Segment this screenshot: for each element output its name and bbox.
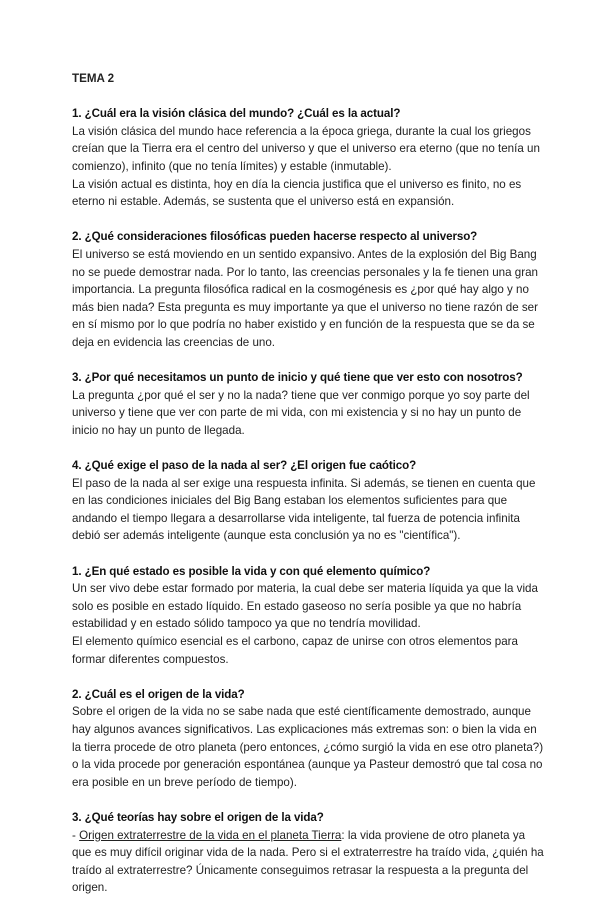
paragraph-line: o la vida procede por generación espontánea (aunque ya Pasteur demostró que tal cosa no [72,758,543,772]
paragraph-line: La pregunta ¿por qué el ser y no la nada? tiene que ver conmigo porque yo soy parte del [72,388,530,402]
document-title: TEMA 2 [72,72,115,85]
paragraph-line: en sí mismo por lo que podría no haber existido y en función de la respuesta que se da se [72,318,535,332]
paragraph-line: origen. [72,881,108,895]
paragraph-line: no se puede demostrar nada. Por lo tanto, las creencias personales y la fe tienen una gran [72,265,538,279]
paragraph-line: eterno ni estable. Además, se sustenta que el universo está en expansión. [72,195,455,209]
document-page [72,70,542,915]
section-heading: 2. ¿Qué consideraciones filosóficas pueden hacerse respecto al universo? [72,230,478,244]
paragraph-line: era posible en un breve período de tiempo). [72,775,297,789]
paragraph-line: andando el tiempo llegara a desarrollarse vida inteligente, tal fuerza de potencia infinita [72,511,520,525]
section-heading: 1. ¿Cuál era la visión clásica del mundo? ¿Cuál es la actual? [72,107,401,121]
paragraph-line: traído al extraterrestre? Únicamente conseguimos retrasar la respuesta a la pregunta del [72,863,529,877]
section-heading: 3. ¿Qué teorías hay sobre el origen de la vida? [72,810,324,824]
paragraph-line: La visión actual es distinta, hoy en día la ciencia justifica que el universo es finito, no es [72,177,522,191]
section [72,369,542,439]
section [72,563,542,669]
section [72,228,542,351]
paragraph-line: universo y tiene que ver con parte de mi vida, con mi existencia y si no hay un punto de [72,406,522,420]
section-origin-theories [72,809,542,897]
paragraph-line: hay algunos avances significativos. Las explicaciones más extremas son: o bien la vida en [72,722,537,736]
paragraph-line: que es muy difícil originar vida de la nada. Pero si el extraterrestre ha traído vida, ¿quién ha [72,846,544,860]
bullet-text: : la vida proviene de otro planeta ya [341,828,526,842]
paragraph-line: formar diferentes compuestos. [72,652,229,666]
paragraph-line: inicio no hay un punto de llegada. [72,423,245,437]
paragraph-line: la tierra procede de otro planeta (pero entonces, ¿cómo surgió la vida en ese otro planeta?) [72,740,544,754]
paragraph-line: Sobre el origen de la vida no se sabe nada que esté científicamente demostrado, aunque [72,705,531,719]
sections [72,105,542,791]
bullet-term: Origen extraterrestre de la vida en el planeta Tierra [79,828,342,842]
paragraph-line: más bien nada? Esta pregunta es muy importante ya que el universo no tiene razón de ser [72,300,538,314]
section-heading: 3. ¿Por qué necesitamos un punto de inicio y qué tiene que ver esto con nosotros? [72,371,523,385]
section [72,457,542,545]
paragraph-line: El paso de la nada al ser exige una respuesta infinita. Si además, se tienen en cuenta que [72,476,536,490]
paragraph-line: estabilidad y en estado sólido tampoco ya que no tendría movilidad. [72,617,421,631]
paragraph-line: El elemento químico esencial es el carbono, capaz de unirse con otros elementos para [72,635,518,648]
section [72,105,542,211]
section-heading: 1. ¿En qué estado es posible la vida y con qué elemento químico? [72,564,431,578]
paragraph-line: La visión clásica del mundo hace referencia a la época griega, durante la cual los griegos [72,124,531,138]
bullet-prefix: - [72,828,80,842]
bullet-line [72,827,542,845]
section-heading: 4. ¿Qué exige el paso de la nada al ser? ¿El origen fue caótico? [72,459,417,473]
paragraph-line: debió ser además inteligente (aunque esta conclusión ya no es "científica"). [72,529,461,543]
paragraph-line: importancia. La pregunta filosófica radical en la cosmogénesis es ¿por qué hay algo y no [72,283,529,297]
section-heading: 2. ¿Cuál es el origen de la vida? [72,687,245,701]
section [72,686,542,792]
paragraph-line: comienzo), infinito (que no tenía límites) y estable (inmutable). [72,159,392,173]
paragraph-line: creían que la Tierra era el centro del universo y que el universo era eterno (que no tenía un [72,142,540,156]
paragraph-line: deja en evidencia las creencias de uno. [72,335,276,349]
paragraph-line: El universo se está moviendo en un sentido expansivo. Antes de la explosión del Big Bang [72,247,537,261]
paragraph-line: solo es posible en estado líquido. En estado gaseoso no sería posible ya que no habría [72,599,522,613]
paragraph-line: en las condiciones iniciales del Big Bang estaban los elementos suficientes para que [72,494,508,508]
paragraph-line: Un ser vivo debe estar formado por materia, la cual debe ser materia líquida ya que la vida [72,582,538,596]
